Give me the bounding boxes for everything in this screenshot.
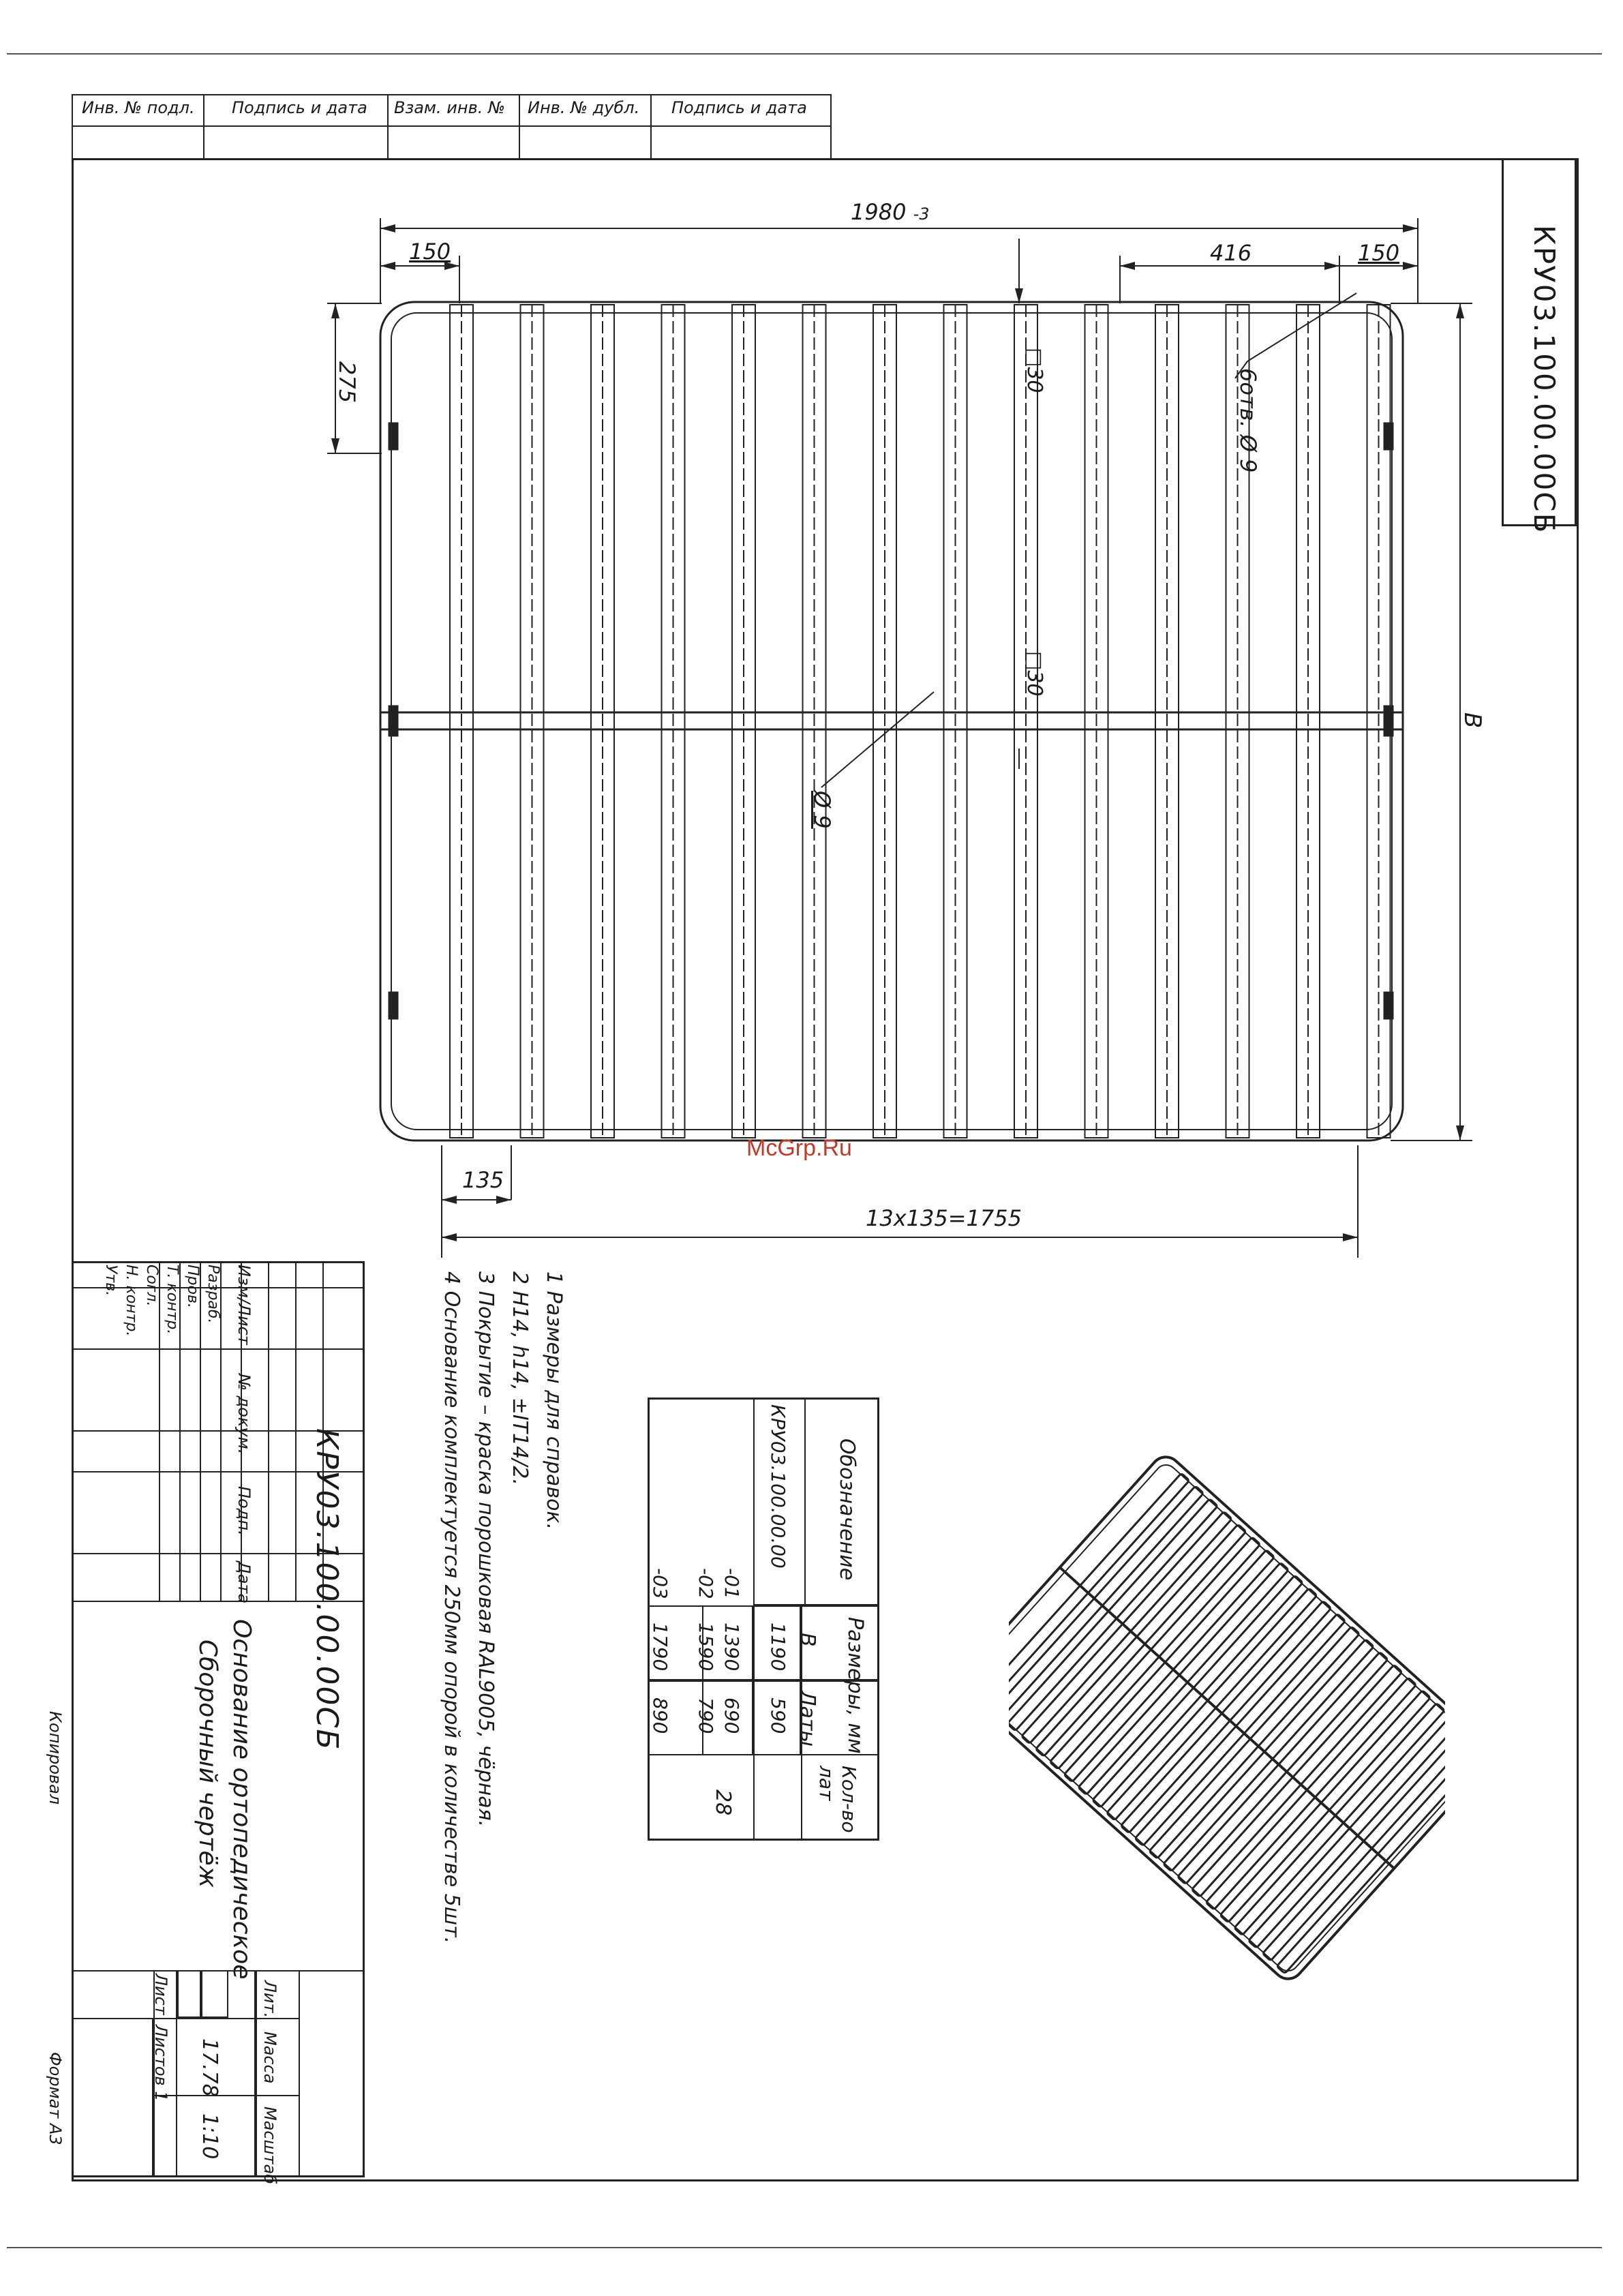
tb-role-0: Разраб.: [204, 1265, 222, 1324]
stamp-vzam-inv: Взам. инв. №: [394, 98, 505, 117]
row-B-3: 1790: [649, 1622, 671, 1672]
tb-name1: Основание ортопедическое: [228, 1619, 256, 1980]
hole-label: 6отв. Ø 9: [1235, 368, 1261, 473]
note-1: 1 Размеры для справок.: [542, 1271, 566, 1530]
tb-name2: Сборочный чертёж: [194, 1640, 222, 1888]
tb-code: КРУ03.100.00.00СБ: [309, 1428, 344, 1751]
square-30-mid: □30: [1022, 651, 1046, 697]
th-count: Кол-во лат: [815, 1766, 860, 1833]
tb-mass: 17.78: [198, 2038, 222, 2097]
stamp-sign-date-1: Подпись и дата: [232, 98, 367, 117]
th-sizes: Размеры, мм: [843, 1617, 867, 1754]
tb-h-doc: № докум.: [234, 1374, 254, 1455]
tb-role-1: Пров.: [184, 1265, 201, 1308]
dim-416: 416: [1210, 240, 1252, 266]
stamp-inv-podl: Инв. № подл.: [82, 98, 195, 117]
stamp-inv-dubl: Инв. № дубл.: [528, 98, 640, 117]
row-B-0: 1190: [767, 1622, 789, 1672]
tb-h-sign: Подп.: [234, 1486, 254, 1536]
dim-B: B: [1459, 712, 1486, 729]
tb-h-izm: Изм/Лист: [234, 1265, 254, 1345]
dim-pitch: 13x135=1755: [866, 1205, 1022, 1231]
tb-scale: 1:10: [198, 2113, 222, 2160]
th-B: B: [795, 1633, 819, 1647]
tb-sheet: Лист: [151, 1974, 170, 2015]
square-30-top: □30: [1022, 348, 1046, 393]
dim-right-150: 150: [1358, 240, 1400, 266]
tb-h-mass: Масса: [260, 2031, 279, 2084]
dim-left-150: 150: [409, 239, 451, 265]
footer-format: Формат А3: [46, 2052, 65, 2145]
count-value: 28: [711, 1789, 735, 1816]
footer-copied: Копировал: [46, 1711, 65, 1805]
tb-h-lit: Лит.: [260, 1980, 279, 2019]
row-B-1: 1390: [721, 1622, 743, 1672]
tb-sheets: Листов 1: [151, 2025, 170, 2102]
stamp-sign-date-2: Подпись и дата: [671, 98, 807, 117]
row-code-3: -03: [649, 1568, 671, 1599]
note-4: 4 Основание комплектуется 250мм опорой в количестве 5шт.: [440, 1271, 464, 1944]
iso-slat: [1262, 1729, 1445, 1961]
row-code-0: КРУ03.100.00.00: [767, 1404, 789, 1569]
tb-h-scale: Масштаб: [260, 2106, 279, 2185]
row-laths-0: 590: [767, 1697, 789, 1734]
watermark: McGrp.Ru: [746, 1135, 852, 1161]
iso-slat: [1248, 1716, 1445, 1948]
corner-code: КРУ03.100.00.00СБ: [1528, 225, 1561, 534]
th-laths: Латы: [795, 1691, 819, 1747]
note-2: 2 H14, h14, ±IT14/2.: [508, 1271, 532, 1485]
tb-role-4: Н. контр.: [123, 1265, 140, 1337]
row-code-2: -02: [695, 1568, 717, 1599]
tb-role-5: Утв.: [102, 1265, 119, 1297]
dim-135: 135: [462, 1167, 504, 1193]
dim-total: 1980 -3: [851, 199, 930, 225]
th-designation: Обозначение: [835, 1438, 859, 1581]
dim-275: 275: [334, 361, 360, 404]
note-3: 3 Покрытие – краска порошковая RAL9005, чёрная.: [474, 1271, 498, 1828]
row-laths-2: 790: [695, 1697, 717, 1734]
row-code-1: -01: [721, 1568, 743, 1599]
hole-center: Ø 9: [809, 791, 835, 829]
tb-role-2: Т. контр.: [164, 1265, 181, 1335]
row-laths-3: 890: [649, 1697, 671, 1734]
tb-h-date: Дата: [234, 1561, 254, 1604]
isometric-view: [1009, 1377, 1445, 2059]
row-laths-1: 690: [721, 1697, 743, 1734]
row-B-2: 1590: [695, 1622, 717, 1672]
tb-role-3: Согл.: [143, 1265, 160, 1307]
iso-slat: [1009, 1473, 1189, 1706]
